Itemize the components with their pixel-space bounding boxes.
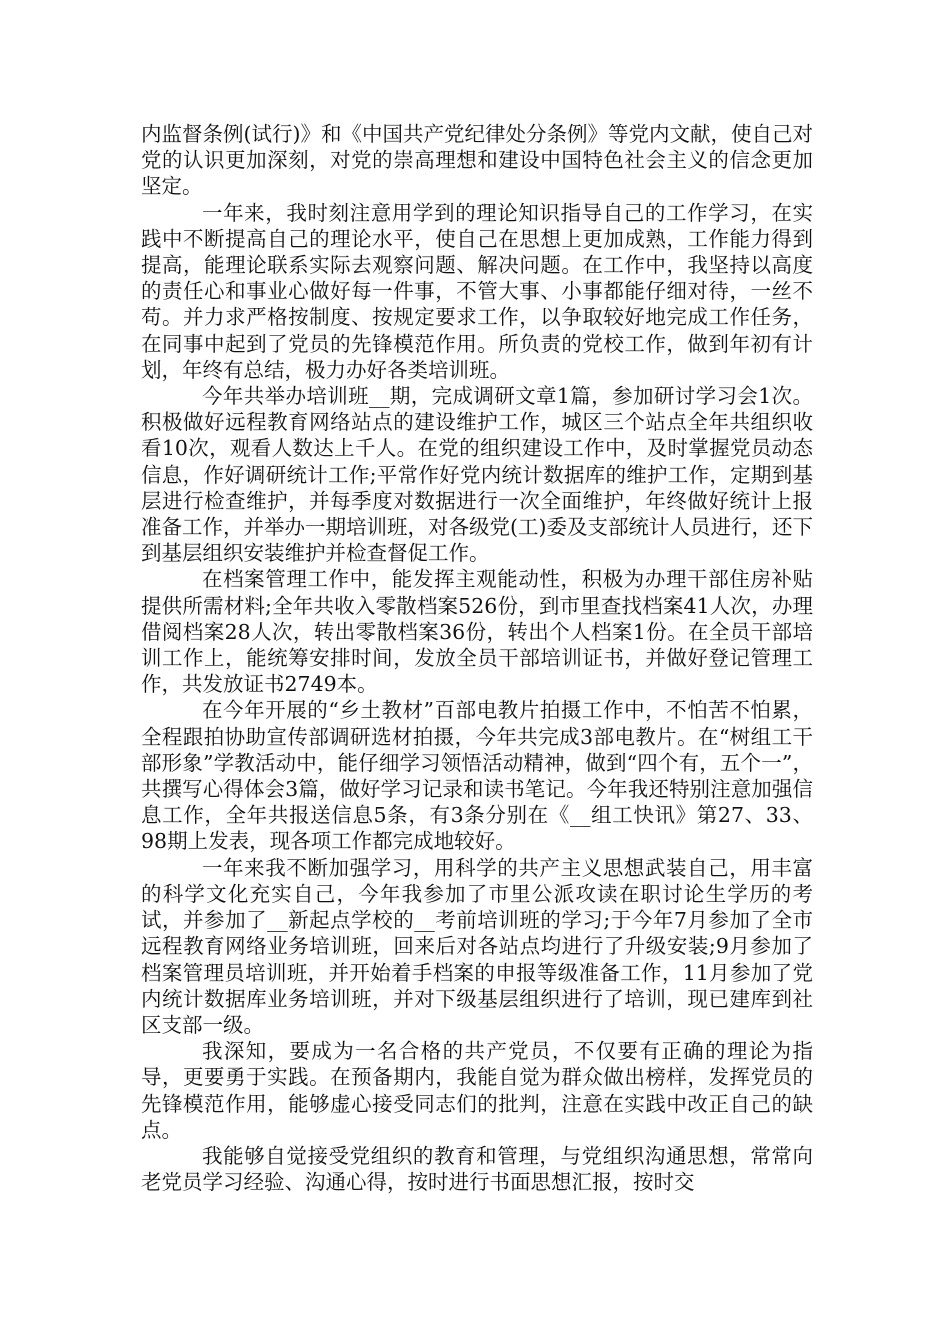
paragraph-1: 内监督条例(试行)》和《中国共产党纪律处分条例》等党内文献，使自己对党的认识更加深刻，对党的崇高理想和建设中国特色社会主义的信念更加坚定。 [141, 122, 813, 199]
paragraph-3: 今年共举办培训班__期，完成调研文章1篇，参加研讨学习会1次。积极做好远程教育网络站点的建设维护工作，城区三个站点全年共组织收看10次，观看人数达上千人。在党的组织建设工作中，及时掌握党员动态信息，作好调研统计工作;平常作好党内统计数据库的维护工作，定期到基层进行检查维护，并每季度对数据进行一次全面维护，年终做好统计上报准备工作，并举办一期培训班，对各级党(工)委及支部统计人员进行，还下到基层组织安装维护并检查督促工作。 [141, 384, 813, 566]
paragraph-6: 一年来我不断加强学习，用科学的共产主义思想武装自己，用丰富的科学文化充实自己，今年我参加了市里公派攻读在职讨论生学历的考试，并参加了__新起点学校的__考前培训班的学习;于今年7月参加了全市远程教育网络业务培训班，回来后对各站点均进行了升级安装;9月参加了档案管理员培训班，并开始着手档案的申报等级准备工作，11月参加了党内统计数据库业务培训班，并对下级基层组织进行了培训，现已建库到社区支部一级。 [141, 855, 813, 1037]
paragraph-5: 在今年开展的“乡土教材”百部电教片拍摄工作中，不怕苦不怕累，全程跟拍协助宣传部调研选材拍摄，今年共完成3部电教片。在“树组工干部形象”学教活动中，能仔细学习领悟活动精神，做到“四个有，五个一”，共撰写心得体会3篇，做好学习记录和读书笔记。今年我还特别注意加强信息工作，全年共报送信息5条，有3条分别在《__组工快讯》第27、33、98期上发表，现各项工作都完成地较好。 [141, 698, 813, 854]
paragraph-2: 一年来，我时刻注意用学到的理论知识指导自己的工作学习，在实践中不断提高自己的理论水平，使自己在思想上更加成熟，工作能力得到提高，能理论联系实际去观察问题、解决问题。在工作中，我坚持以高度的责任心和事业心做好每一件事，不管大事、小事都能仔细对待，一丝不苟。并力求严格按制度、按规定要求工作，以争取较好地完成工作任务，在同事中起到了党员的先锋模范作用。所负责的党校工作，做到年初有计划，年终有总结，极力办好各类培训班。 [141, 200, 813, 382]
paragraph-4: 在档案管理工作中，能发挥主观能动性，积极为办理干部住房补贴提供所需材料;全年共收入零散档案526份，到市里查找档案41人次，办理借阅档案28人次，转出零散档案36份，转出个人档案1份。在全员干部培训工作上，能统筹安排时间，发放全员干部培训证书，并做好登记管理工作，共发放证书2749本。 [141, 567, 813, 697]
paragraph-7: 我深知，要成为一名合格的共产党员，不仅要有正确的理论为指导，更要勇于实践。在预备期内，我能自觉为群众做出榜样，发挥党员的先锋模范作用，能够虚心接受同志们的批判，注意在实践中改正自己的缺点。 [141, 1039, 813, 1142]
paragraph-8: 我能够自觉接受党组织的教育和管理，与党组织沟通思想，常常向老党员学习经验、沟通心得，按时进行书面思想汇报，按时交 [141, 1143, 813, 1195]
document-body [141, 121, 813, 1195]
